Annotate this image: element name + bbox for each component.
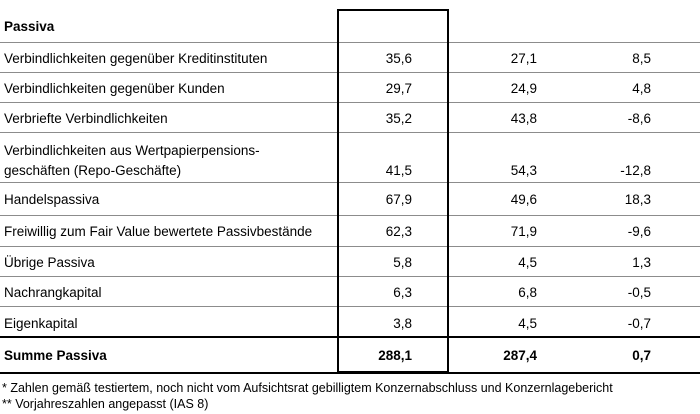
total-prior: 287,4	[503, 348, 537, 363]
value-change: 18,3	[624, 192, 651, 207]
value-change: -8,6	[627, 111, 651, 126]
row-label: Nachrangkapital	[4, 285, 102, 300]
value-current: 41,5	[385, 163, 412, 178]
row-label: Handelspassiva	[4, 192, 100, 207]
value-prior: 43,8	[510, 111, 537, 126]
value-current: 6,3	[393, 285, 412, 300]
value-current: 5,8	[393, 255, 412, 270]
value-prior: 71,9	[510, 224, 537, 239]
value-change: -0,7	[627, 316, 651, 331]
footnote-2: ** Vorjahreszahlen angepasst (IAS 8)	[2, 397, 209, 411]
value-prior: 6,8	[518, 285, 537, 300]
total-label: Summe Passiva	[4, 348, 107, 363]
value-prior: 4,5	[518, 255, 537, 270]
value-change: -0,5	[627, 285, 651, 300]
value-current: 67,9	[385, 192, 412, 207]
value-change: 8,5	[632, 51, 651, 66]
total-current: 288,1	[378, 348, 412, 363]
value-current: 29,7	[385, 81, 412, 96]
value-prior: 24,9	[510, 81, 537, 96]
value-change: -9,6	[627, 224, 651, 239]
value-current: 3,8	[393, 316, 412, 331]
value-prior: 27,1	[510, 51, 537, 66]
row-label: Übrige Passiva	[4, 255, 95, 270]
value-current: 35,6	[385, 51, 412, 66]
row-label: Freiwillig zum Fair Value bewertete Passivbestände	[4, 224, 313, 239]
row-label: Verbriefte Verbindlichkeiten	[4, 111, 168, 126]
row-label: Verbindlichkeiten gegenüber Kunden	[4, 81, 225, 96]
value-prior: 54,3	[510, 163, 537, 178]
row-label: Eigenkapital	[4, 316, 78, 331]
total-change: 0,7	[632, 348, 651, 363]
value-change: 4,8	[632, 81, 651, 96]
value-change: 1,3	[632, 255, 651, 270]
row-label-line1: Verbindlichkeiten aus Wertpapierpensions-	[4, 143, 260, 158]
row-label: Verbindlichkeiten gegenüber Kreditinstituten	[4, 51, 268, 66]
current-year-highlight-frame	[337, 9, 449, 373]
value-prior: 49,6	[510, 192, 537, 207]
value-current: 62,3	[385, 224, 412, 239]
value-change: -12,8	[620, 163, 651, 178]
footnote-1: * Zahlen gemäß testiertem, noch nicht vom Aufsichtsrat gebilligtem Konzernabschluss und Konzernlagebericht	[2, 381, 613, 395]
value-prior: 4,5	[518, 316, 537, 331]
section-title: Passiva	[4, 19, 55, 34]
value-current: 35,2	[385, 111, 412, 126]
row-label-line2: geschäften (Repo-Geschäfte)	[4, 163, 182, 178]
